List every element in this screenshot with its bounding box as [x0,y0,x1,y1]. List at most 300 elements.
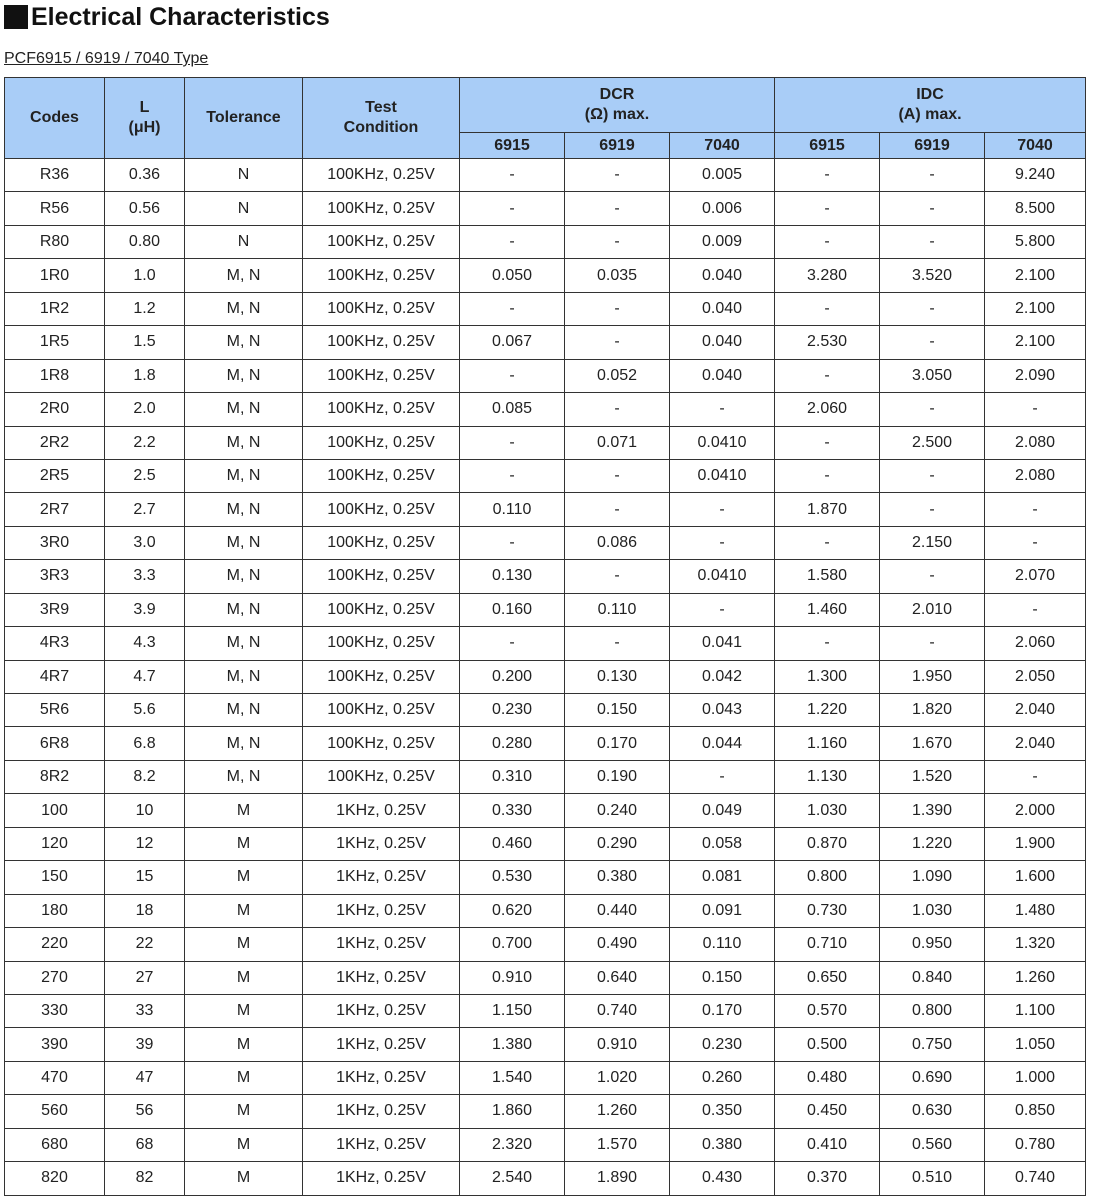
cell-dcr-6915: 0.200 [460,660,565,693]
cell-dcr-6915: 2.320 [460,1128,565,1161]
cell-tolerance: M [185,894,303,927]
cell-test-condition: 1KHz, 0.25V [303,1061,460,1094]
cell-test-condition: 100KHz, 0.25V [303,760,460,793]
cell-idc-6915: - [775,426,880,459]
cell-dcr-6915: - [460,426,565,459]
cell-test-condition: 1KHz, 0.25V [303,1028,460,1061]
cell-idc-6919: - [880,393,985,426]
cell-code: 180 [5,894,105,927]
cell-test-condition: 100KHz, 0.25V [303,560,460,593]
cell-idc-6919: - [880,493,985,526]
cell-dcr-6915: - [460,359,565,392]
cell-code: 1R2 [5,292,105,325]
cell-dcr-7040: 0.380 [670,1128,775,1161]
cell-dcr-6915: 1.860 [460,1095,565,1128]
cell-tolerance: M, N [185,560,303,593]
cell-dcr-6915: - [460,292,565,325]
cell-idc-6919: - [880,159,985,192]
cell-dcr-6915: 0.910 [460,961,565,994]
cell-dcr-6915: - [460,159,565,192]
cell-dcr-6919: - [565,292,670,325]
table-row [5,393,1086,426]
table-row [5,192,1086,225]
cell-idc-6919: 2.500 [880,426,985,459]
cell-idc-7040: 1.260 [985,961,1086,994]
cell-test-condition: 100KHz, 0.25V [303,292,460,325]
cell-dcr-7040: - [670,526,775,559]
cell-tolerance: M, N [185,627,303,660]
cell-dcr-7040: - [670,393,775,426]
cell-test-condition: 100KHz, 0.25V [303,192,460,225]
cell-dcr-7040: 0.170 [670,994,775,1027]
cell-dcr-6915: 0.130 [460,560,565,593]
cell-inductance: 68 [105,1128,185,1161]
cell-idc-6915: 0.650 [775,961,880,994]
cell-code: 390 [5,1028,105,1061]
cell-tolerance: M, N [185,760,303,793]
cell-code: 120 [5,827,105,860]
cell-dcr-6919: 0.380 [565,861,670,894]
cell-idc-7040: 2.100 [985,326,1086,359]
cell-tolerance: M [185,861,303,894]
cell-idc-7040: 2.080 [985,459,1086,492]
cell-inductance: 12 [105,827,185,860]
cell-idc-7040: 2.000 [985,794,1086,827]
cell-dcr-6919: 0.910 [565,1028,670,1061]
cell-idc-7040: 0.740 [985,1162,1086,1195]
cell-test-condition: 1KHz, 0.25V [303,1128,460,1161]
cell-tolerance: M, N [185,359,303,392]
cell-idc-6915: 3.280 [775,259,880,292]
cell-test-condition: 1KHz, 0.25V [303,894,460,927]
cell-tolerance: M [185,994,303,1027]
cell-tolerance: M [185,961,303,994]
cell-tolerance: M [185,1061,303,1094]
cell-idc-6919: 1.220 [880,827,985,860]
cell-test-condition: 100KHz, 0.25V [303,225,460,258]
cell-idc-6915: - [775,627,880,660]
cell-idc-7040: 2.080 [985,426,1086,459]
cell-idc-6919: 1.950 [880,660,985,693]
cell-idc-6915: - [775,459,880,492]
cell-dcr-7040: - [670,760,775,793]
cell-inductance: 47 [105,1061,185,1094]
cell-code: R36 [5,159,105,192]
cell-inductance: 22 [105,928,185,961]
cell-idc-7040: 1.600 [985,861,1086,894]
cell-idc-7040: 2.070 [985,560,1086,593]
table-body [5,159,1086,1196]
table-row [5,225,1086,258]
cell-dcr-6915: 0.050 [460,259,565,292]
cell-dcr-7040: 0.043 [670,694,775,727]
cell-idc-7040: - [985,526,1086,559]
cell-dcr-6919: 0.110 [565,593,670,626]
cell-dcr-6919: - [565,459,670,492]
cell-dcr-6919: 1.570 [565,1128,670,1161]
header-inductance: L (μH) [105,78,185,159]
product-type-link[interactable]: PCF6915 / 6919 / 7040 Type [4,50,209,67]
cell-code: 2R2 [5,426,105,459]
cell-tolerance: M [185,794,303,827]
cell-inductance: 1.8 [105,359,185,392]
cell-idc-7040: 2.090 [985,359,1086,392]
cell-idc-7040: 1.900 [985,827,1086,860]
cell-idc-7040: 1.320 [985,928,1086,961]
header-idc-7040: 7040 [985,133,1086,159]
cell-idc-7040: 8.500 [985,192,1086,225]
cell-test-condition: 100KHz, 0.25V [303,727,460,760]
cell-dcr-7040: 0.0410 [670,426,775,459]
cell-idc-6915: - [775,192,880,225]
cell-code: 2R7 [5,493,105,526]
cell-idc-6919: 1.820 [880,694,985,727]
cell-idc-6915: 1.220 [775,694,880,727]
cell-code: 6R8 [5,727,105,760]
cell-tolerance: M, N [185,426,303,459]
cell-idc-6919: 0.950 [880,928,985,961]
cell-idc-7040: 1.050 [985,1028,1086,1061]
cell-inductance: 0.36 [105,159,185,192]
cell-dcr-7040: 0.0410 [670,459,775,492]
cell-dcr-6915: 0.330 [460,794,565,827]
cell-code: 220 [5,928,105,961]
cell-inductance: 39 [105,1028,185,1061]
cell-code: 100 [5,794,105,827]
cell-tolerance: N [185,192,303,225]
table-row [5,928,1086,961]
cell-code: 560 [5,1095,105,1128]
cell-dcr-7040: 0.005 [670,159,775,192]
cell-idc-7040: 5.800 [985,225,1086,258]
cell-test-condition: 100KHz, 0.25V [303,326,460,359]
table-row [5,794,1086,827]
cell-idc-7040: 1.000 [985,1061,1086,1094]
cell-code: 4R3 [5,627,105,660]
cell-idc-6919: - [880,560,985,593]
cell-tolerance: M [185,1095,303,1128]
cell-dcr-6919: - [565,493,670,526]
cell-tolerance: N [185,159,303,192]
cell-dcr-6915: 1.150 [460,994,565,1027]
cell-dcr-6915: 0.067 [460,326,565,359]
cell-idc-6915: - [775,526,880,559]
cell-idc-7040: - [985,593,1086,626]
cell-dcr-7040: 0.260 [670,1061,775,1094]
cell-dcr-6919: 0.052 [565,359,670,392]
table-row [5,560,1086,593]
cell-idc-6915: 1.460 [775,593,880,626]
header-dcr-6915: 6915 [460,133,565,159]
cell-dcr-7040: 0.009 [670,225,775,258]
table-row [5,526,1086,559]
cell-dcr-7040: 0.049 [670,794,775,827]
cell-test-condition: 100KHz, 0.25V [303,426,460,459]
header-test-condition: Test Condition [303,78,460,159]
table-row [5,660,1086,693]
cell-dcr-6915: 0.530 [460,861,565,894]
cell-dcr-7040: 0.091 [670,894,775,927]
table-row [5,1028,1086,1061]
cell-idc-7040: - [985,760,1086,793]
cell-code: 150 [5,861,105,894]
cell-code: 5R6 [5,694,105,727]
cell-idc-7040: 2.100 [985,292,1086,325]
cell-dcr-7040: 0.040 [670,326,775,359]
cell-code: 2R5 [5,459,105,492]
cell-dcr-6919: - [565,560,670,593]
cell-idc-6915: 0.410 [775,1128,880,1161]
cell-code: 1R0 [5,259,105,292]
cell-idc-6919: 0.630 [880,1095,985,1128]
cell-dcr-6919: - [565,159,670,192]
table-row [5,1128,1086,1161]
header-idc: IDC (A) max. [775,78,1086,133]
cell-dcr-7040: - [670,593,775,626]
table-row [5,292,1086,325]
table-row [5,1061,1086,1094]
cell-dcr-7040: 0.040 [670,292,775,325]
cell-dcr-6919: 0.740 [565,994,670,1027]
cell-dcr-7040: 0.0410 [670,560,775,593]
table-row [5,694,1086,727]
cell-tolerance: M [185,1162,303,1195]
cell-inductance: 2.5 [105,459,185,492]
cell-dcr-7040: 0.044 [670,727,775,760]
cell-idc-6915: 0.370 [775,1162,880,1195]
cell-idc-6915: 0.570 [775,994,880,1027]
cell-code: 1R5 [5,326,105,359]
cell-test-condition: 100KHz, 0.25V [303,493,460,526]
cell-inductance: 27 [105,961,185,994]
cell-idc-6919: 0.750 [880,1028,985,1061]
cell-idc-6915: 1.030 [775,794,880,827]
cell-idc-6915: 1.870 [775,493,880,526]
cell-tolerance: M [185,928,303,961]
table-row [5,1095,1086,1128]
cell-inductance: 1.0 [105,259,185,292]
cell-dcr-7040: 0.350 [670,1095,775,1128]
table-row [5,159,1086,192]
cell-test-condition: 100KHz, 0.25V [303,627,460,660]
cell-dcr-6915: 0.230 [460,694,565,727]
cell-dcr-6915: 1.540 [460,1061,565,1094]
cell-dcr-7040: 0.430 [670,1162,775,1195]
cell-idc-6919: 1.030 [880,894,985,927]
cell-code: 3R9 [5,593,105,626]
cell-test-condition: 1KHz, 0.25V [303,827,460,860]
table-row [5,326,1086,359]
cell-tolerance: M [185,827,303,860]
cell-dcr-7040: 0.040 [670,259,775,292]
cell-dcr-6919: 1.890 [565,1162,670,1195]
cell-dcr-6919: 0.290 [565,827,670,860]
cell-test-condition: 1KHz, 0.25V [303,1095,460,1128]
cell-test-condition: 100KHz, 0.25V [303,259,460,292]
cell-tolerance: M [185,1028,303,1061]
table-row [5,627,1086,660]
cell-inductance: 3.3 [105,560,185,593]
page-title [4,2,330,32]
cell-dcr-7040: 0.058 [670,827,775,860]
cell-tolerance: N [185,225,303,258]
cell-idc-6919: - [880,292,985,325]
cell-idc-7040: 0.850 [985,1095,1086,1128]
cell-dcr-6915: 0.110 [460,493,565,526]
header-codes: Codes [5,78,105,159]
cell-test-condition: 1KHz, 0.25V [303,928,460,961]
cell-code: 3R0 [5,526,105,559]
cell-dcr-6919: 0.150 [565,694,670,727]
cell-inductance: 1.2 [105,292,185,325]
cell-idc-6915: 0.710 [775,928,880,961]
cell-dcr-6919: - [565,393,670,426]
cell-code: 1R8 [5,359,105,392]
cell-idc-6919: 0.690 [880,1061,985,1094]
cell-idc-6915: 0.450 [775,1095,880,1128]
cell-code: 680 [5,1128,105,1161]
electrical-characteristics-table [4,77,1086,1196]
cell-tolerance: M, N [185,326,303,359]
cell-code: R56 [5,192,105,225]
cell-idc-6915: 0.730 [775,894,880,927]
cell-dcr-6919: - [565,192,670,225]
table-row [5,894,1086,927]
cell-test-condition: 1KHz, 0.25V [303,1162,460,1195]
cell-inductance: 5.6 [105,694,185,727]
cell-tolerance: M, N [185,593,303,626]
cell-inductance: 4.3 [105,627,185,660]
cell-dcr-7040: 0.042 [670,660,775,693]
table-row [5,760,1086,793]
cell-dcr-6919: 0.440 [565,894,670,927]
cell-dcr-6919: 0.240 [565,794,670,827]
cell-tolerance: M, N [185,393,303,426]
cell-inductance: 10 [105,794,185,827]
cell-tolerance: M, N [185,727,303,760]
cell-idc-6919: 1.390 [880,794,985,827]
cell-idc-6919: 2.150 [880,526,985,559]
cell-tolerance: M, N [185,660,303,693]
cell-test-condition: 1KHz, 0.25V [303,861,460,894]
cell-idc-6919: 2.010 [880,593,985,626]
cell-dcr-7040: 0.041 [670,627,775,660]
cell-code: 4R7 [5,660,105,693]
cell-tolerance: M, N [185,694,303,727]
cell-idc-7040: 1.480 [985,894,1086,927]
cell-idc-6915: 0.800 [775,861,880,894]
cell-dcr-6919: 0.490 [565,928,670,961]
cell-dcr-6919: - [565,326,670,359]
table-row [5,493,1086,526]
cell-dcr-6915: 0.460 [460,827,565,860]
cell-idc-6915: - [775,159,880,192]
cell-code: 820 [5,1162,105,1195]
cell-code: 270 [5,961,105,994]
cell-dcr-6919: 0.086 [565,526,670,559]
cell-dcr-6915: - [460,459,565,492]
cell-idc-6915: 0.870 [775,827,880,860]
cell-code: R80 [5,225,105,258]
cell-dcr-7040: 0.081 [670,861,775,894]
table-row [5,1162,1086,1195]
cell-dcr-6915: 0.160 [460,593,565,626]
cell-dcr-6919: 0.130 [565,660,670,693]
cell-idc-6919: - [880,459,985,492]
header-dcr: DCR (Ω) max. [460,78,775,133]
cell-inductance: 4.7 [105,660,185,693]
cell-tolerance: M, N [185,526,303,559]
cell-test-condition: 1KHz, 0.25V [303,794,460,827]
header-idc-6915: 6915 [775,133,880,159]
cell-dcr-7040: 0.006 [670,192,775,225]
cell-idc-6915: 1.160 [775,727,880,760]
table-row [5,259,1086,292]
cell-dcr-6919: 0.190 [565,760,670,793]
cell-dcr-6915: 0.620 [460,894,565,927]
cell-idc-6915: - [775,359,880,392]
cell-test-condition: 100KHz, 0.25V [303,593,460,626]
cell-dcr-6915: 0.700 [460,928,565,961]
cell-idc-7040: 2.060 [985,627,1086,660]
cell-tolerance: M, N [185,292,303,325]
cell-idc-6915: 2.530 [775,326,880,359]
cell-dcr-6919: 0.170 [565,727,670,760]
cell-idc-6919: 3.050 [880,359,985,392]
cell-idc-6915: 0.500 [775,1028,880,1061]
header-dcr-7040: 7040 [670,133,775,159]
cell-code: 470 [5,1061,105,1094]
cell-dcr-6915: 0.310 [460,760,565,793]
cell-code: 2R0 [5,393,105,426]
cell-idc-6919: 0.560 [880,1128,985,1161]
cell-idc-7040: 2.100 [985,259,1086,292]
cell-test-condition: 1KHz, 0.25V [303,994,460,1027]
cell-dcr-6915: - [460,526,565,559]
cell-idc-6915: 1.130 [775,760,880,793]
table-row [5,593,1086,626]
cell-tolerance: M [185,1128,303,1161]
cell-dcr-6915: - [460,225,565,258]
header-dcr-6919: 6919 [565,133,670,159]
table-row [5,426,1086,459]
cell-idc-6915: - [775,292,880,325]
cell-idc-6919: 1.090 [880,861,985,894]
cell-dcr-6919: 0.640 [565,961,670,994]
cell-inductance: 0.80 [105,225,185,258]
header-tolerance: Tolerance [185,78,303,159]
cell-idc-6915: 2.060 [775,393,880,426]
table-row [5,459,1086,492]
table-row [5,961,1086,994]
cell-dcr-7040: 0.110 [670,928,775,961]
cell-inductance: 3.9 [105,593,185,626]
cell-dcr-6915: 1.380 [460,1028,565,1061]
cell-idc-6915: 1.580 [775,560,880,593]
cell-idc-6919: 3.520 [880,259,985,292]
cell-inductance: 2.2 [105,426,185,459]
cell-idc-6919: 0.510 [880,1162,985,1195]
cell-idc-6919: - [880,225,985,258]
cell-inductance: 2.7 [105,493,185,526]
cell-test-condition: 100KHz, 0.25V [303,393,460,426]
cell-test-condition: 100KHz, 0.25V [303,359,460,392]
cell-test-condition: 100KHz, 0.25V [303,660,460,693]
cell-dcr-6915: 0.280 [460,727,565,760]
cell-code: 3R3 [5,560,105,593]
cell-test-condition: 100KHz, 0.25V [303,526,460,559]
cell-dcr-7040: 0.230 [670,1028,775,1061]
